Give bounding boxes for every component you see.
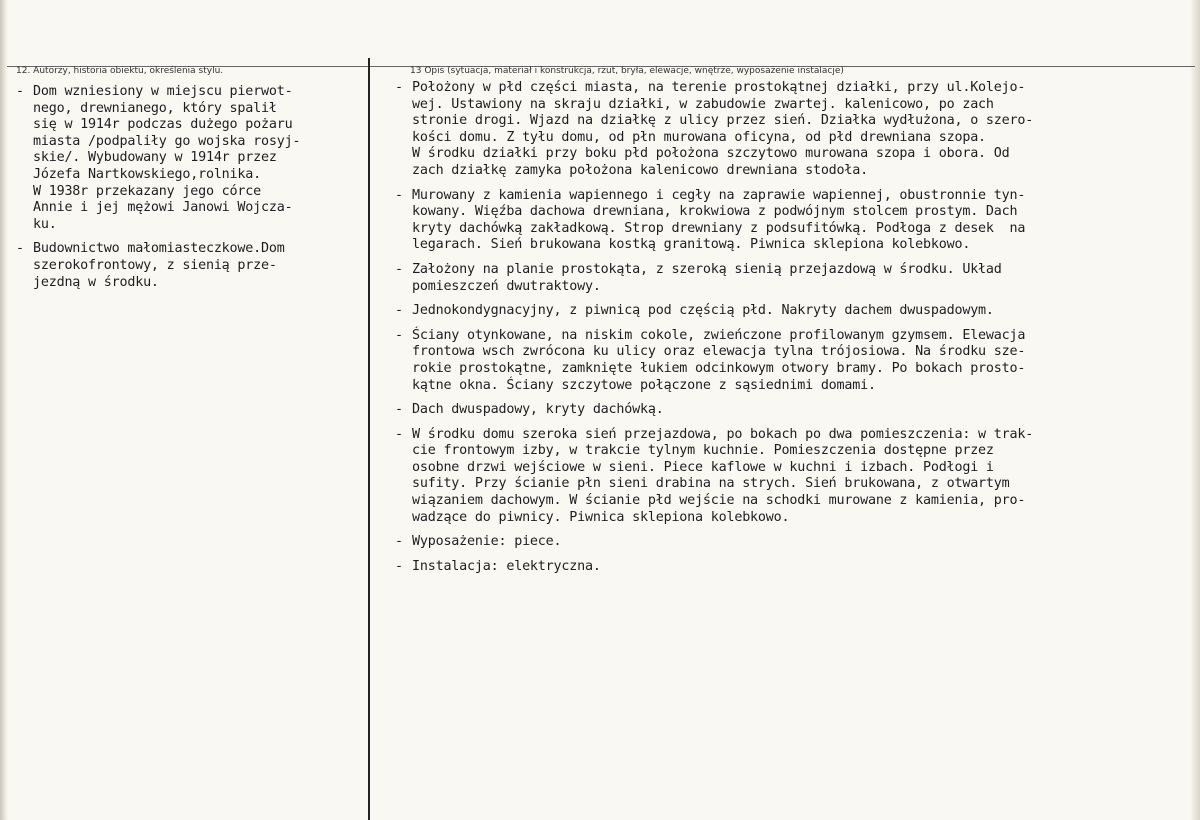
paragraph-item <box>395 80 1195 180</box>
paragraph-item <box>16 241 364 291</box>
text-line: miasta /podpaliły go wojska rosyj- <box>33 133 301 149</box>
bullet-dash: - <box>395 80 403 95</box>
text-line: wadzące do piwnicy. Piwnica sklepiona kolebkowo. <box>412 509 790 525</box>
text-line: W środku domu szeroka sień przejazdowa, po bokach po dwa pomieszczenia: w trak- <box>412 426 1034 442</box>
bullet-dash: - <box>395 558 403 574</box>
text-line: Położony w płd części miasta, na terenie prostokątnej działki, przy ul.Kolejo- <box>412 80 1026 95</box>
page-left-edge <box>0 0 8 820</box>
paragraph-item <box>16 84 364 233</box>
text-line: skie/. Wybudowany w 1914r przez <box>33 150 277 166</box>
bullet-dash: - <box>395 303 403 319</box>
text-line: cie frontowym izby, w trakcie tylnym kuchnie. Pomieszczenia dostępne przez <box>412 443 994 459</box>
paragraph-item <box>395 534 1195 551</box>
text-line: Instalacja: elektryczna. <box>412 558 601 574</box>
text-line: szerokofrontowy, z sienią prze- <box>33 257 277 273</box>
text-line: frontowa wsch zwrócona ku ulicy oraz elewacja tylna trójosiowa. Na środku sze- <box>412 344 1026 360</box>
text-line: jezdną w środku. <box>33 274 159 290</box>
text-line: Ściany otynkowane, na niskim cokole, zwieńczone profilowanym gzymsem. Elewacja <box>412 327 1026 343</box>
paragraph-item <box>395 303 1195 320</box>
bullet-dash: - <box>395 402 403 418</box>
text-line: wej. Ustawiony na skraju działki, w zabudowie zwartej. kalenicowo, po zach <box>412 96 994 112</box>
text-line: Założony na planie prostokąta, z szeroką sienią przejazdową w środku. Układ <box>412 261 1002 277</box>
text-line: osobne drzwi wejściowe w sieni. Piece kaflowe w kuchni i izbach. Podłogi i <box>412 459 994 475</box>
bullet-dash: - <box>395 426 403 442</box>
text-line: wiązaniem dachowym. W ścianie płd wejście na schodki murowane z kamienia, pro- <box>412 493 1026 509</box>
paragraph-item <box>395 262 1195 295</box>
text-line: Wyposażenie: piece. <box>412 534 562 550</box>
bullet-dash: - <box>395 187 403 203</box>
section-12-header: 12. Autorzy, historia obiektu, określenia stylu. <box>16 66 224 76</box>
text-line: Dach dwuspadowy, kryty dachówką. <box>412 402 664 418</box>
text-line: Jednokondygnacyjny, z piwnicą pod częścią płd. Nakryty dachem dwuspadowym. <box>412 303 994 319</box>
text-line: kryty dachówką zakładkową. Strop drewniany z podsufitówką. Podłoga z desek na <box>412 220 1026 236</box>
text-line: się w 1914r podczas dużego pożaru <box>33 117 293 133</box>
text-line: pomieszczeń dwutraktowy. <box>412 278 601 294</box>
text-line: kowany. Więźba dachowa drewniana, krokwiowa z podwójnym stolcem prostym. Dach <box>412 204 1018 220</box>
text-line: nego, drewnianego, który spalił <box>33 100 277 116</box>
text-line: kości domu. Z tyłu domu, od płn murowana oficyna, od płd drewniana szopa. <box>412 129 986 145</box>
paragraph-item <box>395 402 1195 419</box>
text-line: Dom wzniesiony w miejscu pierwot- <box>33 84 293 99</box>
bullet-dash: - <box>395 534 403 550</box>
text-line: zach działkę zamyka położona kalenicowo drewniana stodoła. <box>412 162 868 178</box>
text-line: W środku działki przy boku płd położona szczytowo murowana szopa i obora. Od <box>412 146 1010 162</box>
column-divider <box>368 58 370 820</box>
paragraph-item <box>395 328 1195 394</box>
text-line: kątne okna. Ściany szczytowe połączone z sąsiednimi domami. <box>412 377 876 393</box>
text-line: Murowany z kamienia wapiennego i cegły na zaprawie wapiennej, obustronnie tyn- <box>412 187 1026 203</box>
paragraph-item <box>395 188 1195 254</box>
bullet-dash: - <box>395 327 403 343</box>
text-line: W 1938r przekazany jego córce <box>33 183 261 199</box>
text-line: Budownictwo małomiasteczkowe.Dom <box>33 241 285 257</box>
text-line: stronie drogi. Wjazd na działkę z ulicy przez sień. Działka wydłużona, o szero- <box>412 113 1034 129</box>
history-column <box>16 84 364 299</box>
bullet-dash: - <box>16 241 24 257</box>
text-line: ku. <box>33 216 57 232</box>
text-line: Annie i jej mężowi Janowi Wojcza- <box>33 200 293 216</box>
section-13-header: 13 Opis (sytuacja, materiał i konstrukcja, rzut, bryła, elewacje, wnętrze, wyposażenie instalacje) <box>410 66 844 76</box>
paragraph-item <box>395 427 1195 527</box>
text-line: sufity. Przy ścianie płn sieni drabina na strych. Sień brukowana, z otwartym <box>412 476 1010 492</box>
text-line: Józefa Nartkowskiego,rolnika. <box>33 166 261 182</box>
paragraph-item <box>395 559 1195 576</box>
text-line: rokie prostokątne, zamknięte łukiem odcinkowym otwory bramy. Po bokach prosto- <box>412 360 1026 376</box>
description-column <box>395 80 1195 583</box>
bullet-dash: - <box>395 261 403 277</box>
text-line: legarach. Sień brukowana kostką granitową. Piwnica sklepiona kolebkowo. <box>412 237 971 253</box>
bullet-dash: - <box>16 84 24 99</box>
